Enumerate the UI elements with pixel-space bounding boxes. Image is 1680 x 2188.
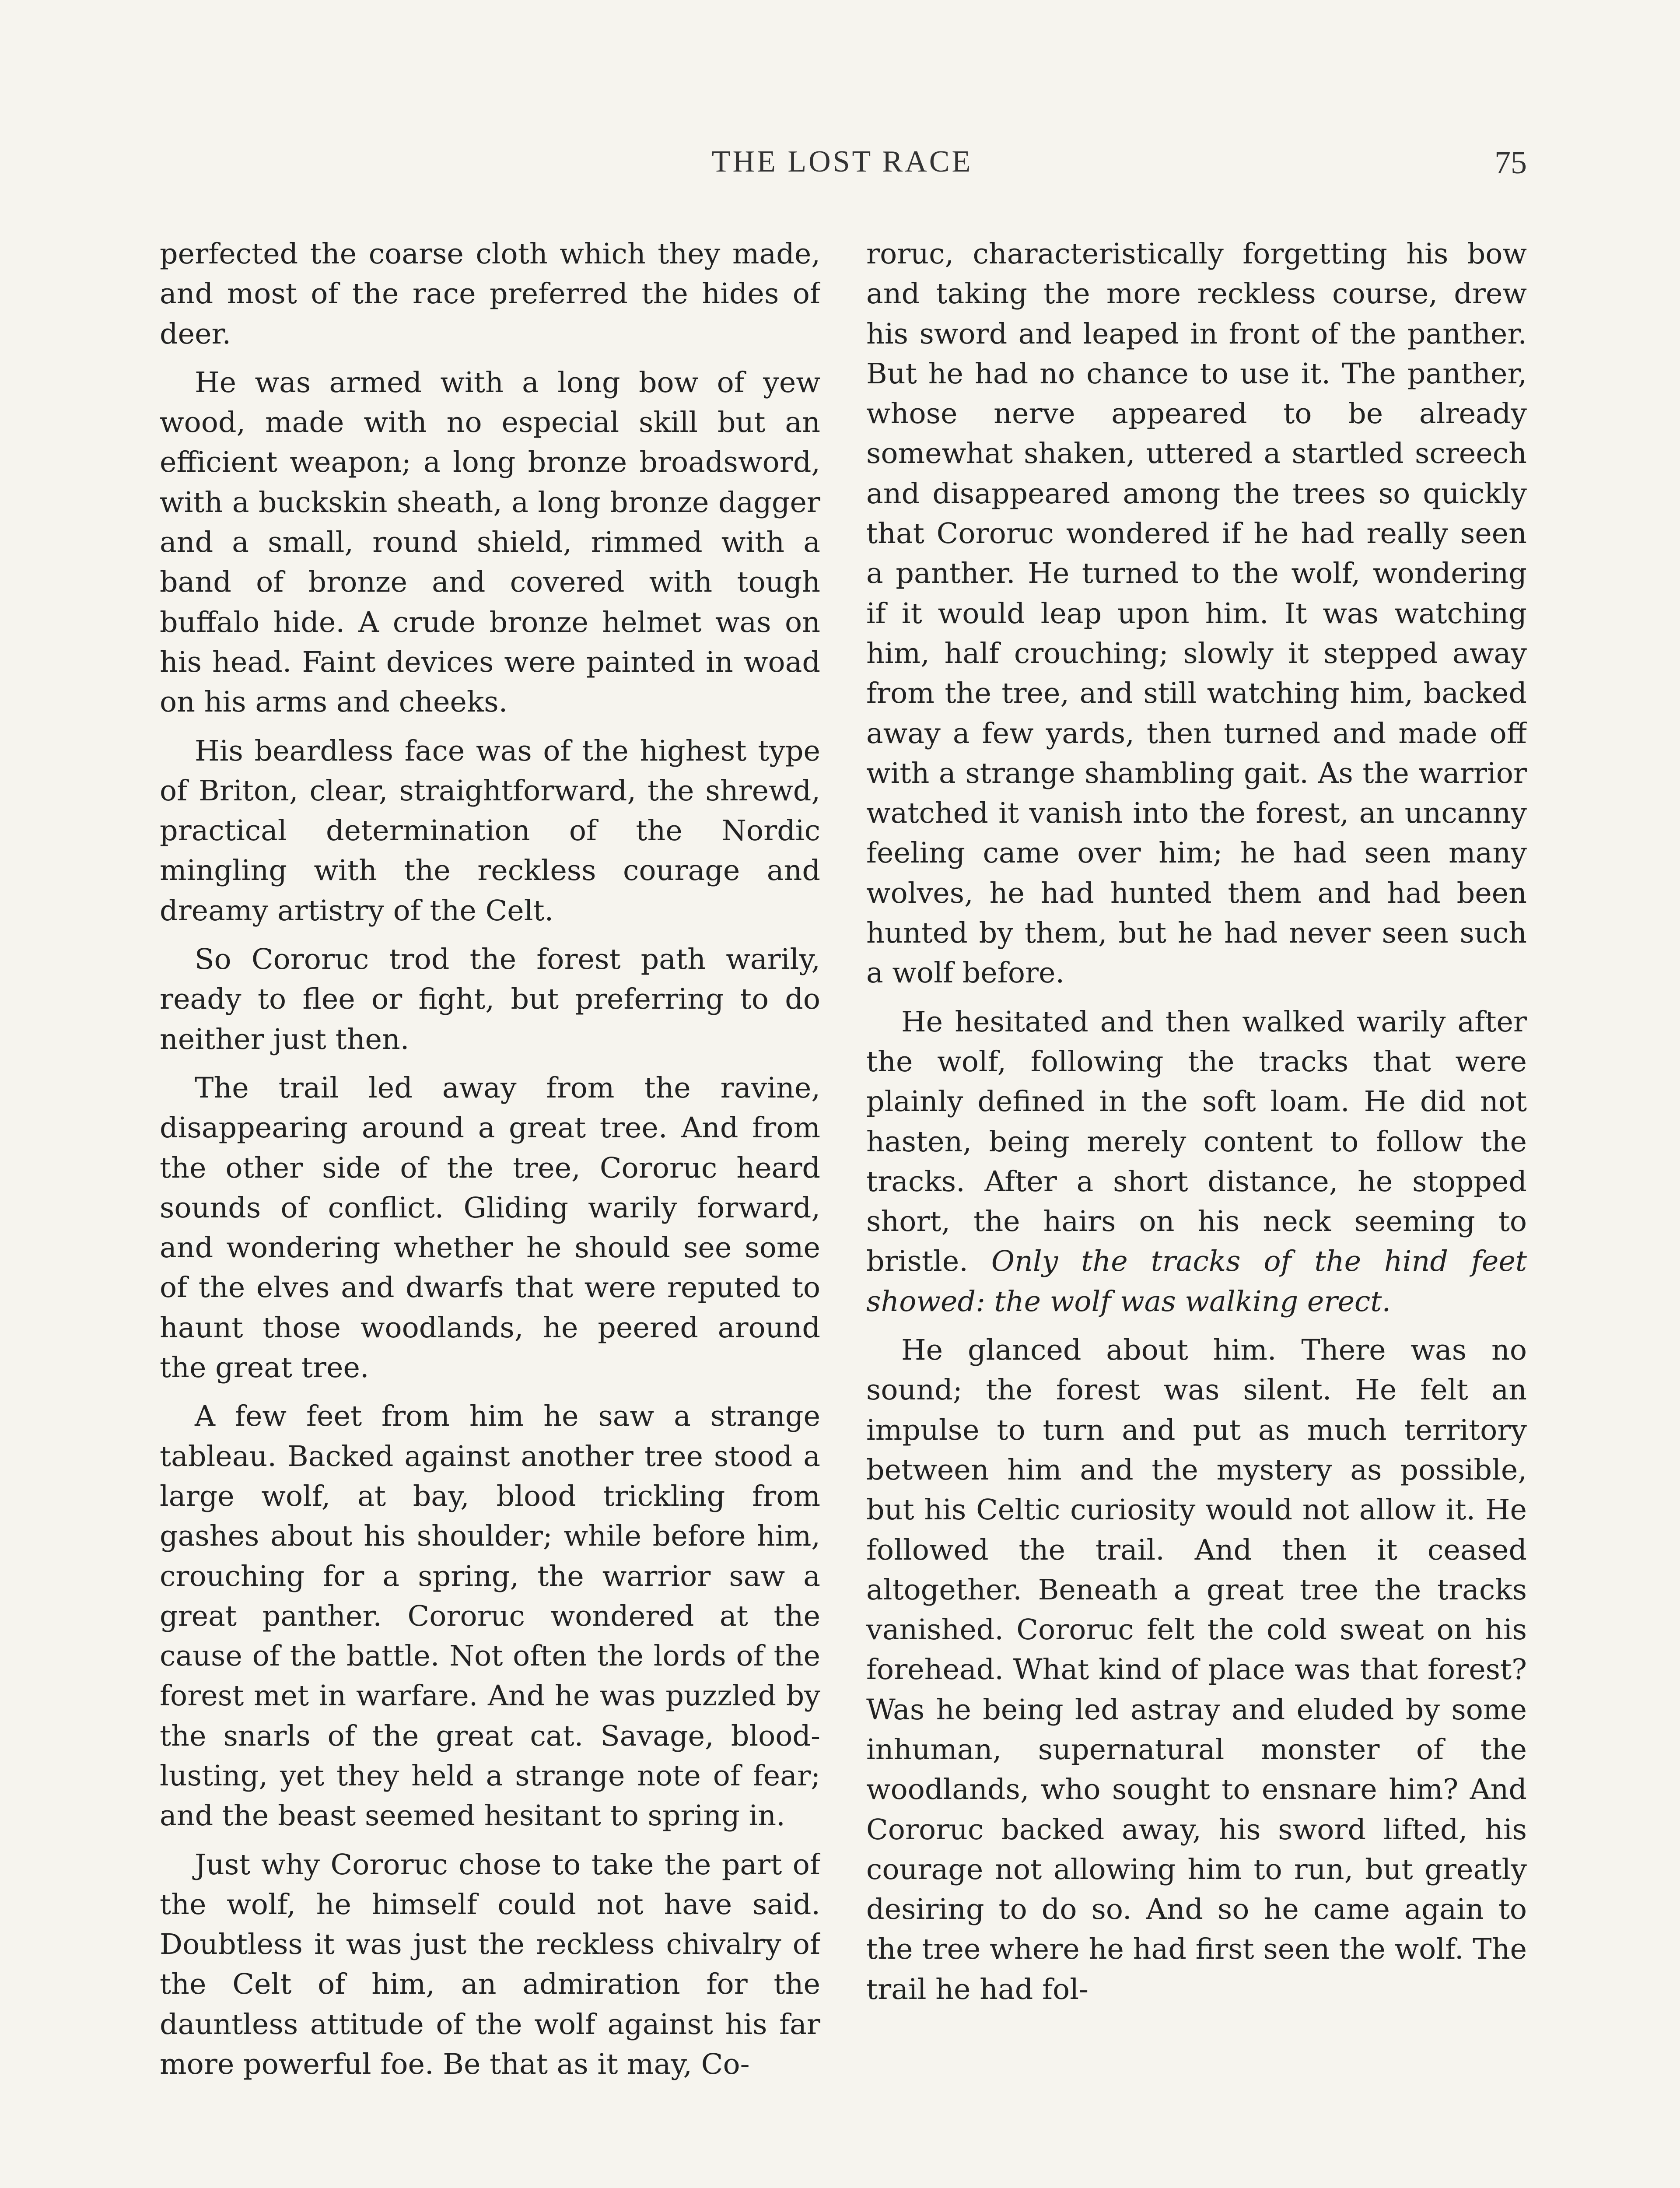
running-title: THE LOST RACE [711,145,973,179]
italic-sentence: Only the tracks of the hind feet showed: the wolf was walking erect. [866,1245,1527,1318]
paragraph: A few feet from him he saw a strange tableau. Backed against another tree stood a large wolf, at bay, blood trickling from gashes about his shoulder; while before him, crouching for a spring, the warrior saw a great panther. Cororuc wondered at the cause of the battle. Not often the lords of the forest met in warfare. And he was puzzled by the snarls of the great cat. Savage, blood-lusting, yet they held a strange note of fear; and the beast seemed hesitant to spring in. [160,1400,820,1833]
paragraph: roruc, characteristically forgetting his bow and taking the more reckless course, drew his sword and leaped in front of the panther. But he had no chance to use it. The panther, whose nerve appeared to be already somewhat shaken, uttered a startled screech and disappeared among the trees so quickly that Cororuc wondered if he had really seen a panther. He turned to the wolf, wondering if it would leap upon him. It was watching him, half crouching; slowly it stepped away from the tree, and still watching him, backed away a few yards, then turned and made off with a strange shambling gait. As the warrior watched it vanish into the forest, an uncanny feeling came over him; he had seen many wolves, he had hunted them and had been hunted by them, but he had never seen such a wolf before. [866,238,1527,990]
paragraph: Just why Cororuc chose to take the part of the wolf, he himself could not have said. Doubtless it was just the reckless chivalry of the Celt of him, an admiration for the dauntless attitude of the wolf against his far more powerful foe. Be that as it may, Co- [160,1848,820,2081]
paragraph: His beardless face was of the highest type of Briton, clear, straightforward, the shrewd, practical determination of the Nordic mingling with the reckless courage and dreamy artistry of the Celt. [160,734,820,927]
paragraph: He was armed with a long bow of yew wood, made with no especial skill but an efficient weapon; a long bronze broadsword, with a buckskin sheath, a long bronze dagger and a small, round shield, rimmed with a band of bronze and covered with tough buffalo hide. A crude bronze helmet was on his head. Faint devices were painted in woad on his arms and cheeks. [160,366,820,719]
page-header [158,144,1527,197]
paragraph: The trail led away from the ravine, disappearing around a great tree. And from the other side of the tree, Cororuc heard sounds of conflict. Gliding warily forward, and wondering whether he should see some of the elves and dwarfs that were reputed to haunt those woodlands, he peered around the great tree. [160,1071,820,1385]
left-column [160,234,820,2188]
page-number: 75 [1494,145,1527,181]
paragraph: He glanced about him. There was no sound; the forest was silent. He felt an impulse to turn and put as much territory between him and the mystery as possible, but his Celtic curiosity would not allow it. He followed the trail. And then it ceased altogether. Beneath a great tree the tracks vanished. Cororuc felt the cold sweat on his forehead. What kind of place was that forest? Was he being led astray and eluded by some inhuman, supernatural monster of the woodlands, who sought to ensnare him? And Cororuc backed away, his sword lifted, his courage not allowing him to run, but greatly desiring to do so. And so he came again to the tree where he had first seen the wolf. The trail he had fol- [866,1334,1527,2006]
paragraph-text: He hesitated and then walked warily after the wolf, following the tracks that were plainly defined in the soft loam. He did not hasten, being merely content to follow the tracks. After a short distance, he stopped short, the hairs on his neck seeming to bristle. [866,1005,1527,1278]
paragraph: perfected the coarse cloth which they made, and most of the race preferred the hides of deer. [160,238,820,351]
paragraph: So Cororuc trod the forest path warily, ready to flee or fight, but preferring to do neither just then. [160,943,820,1056]
paragraph [866,1002,1527,1322]
right-column [866,234,1527,2188]
